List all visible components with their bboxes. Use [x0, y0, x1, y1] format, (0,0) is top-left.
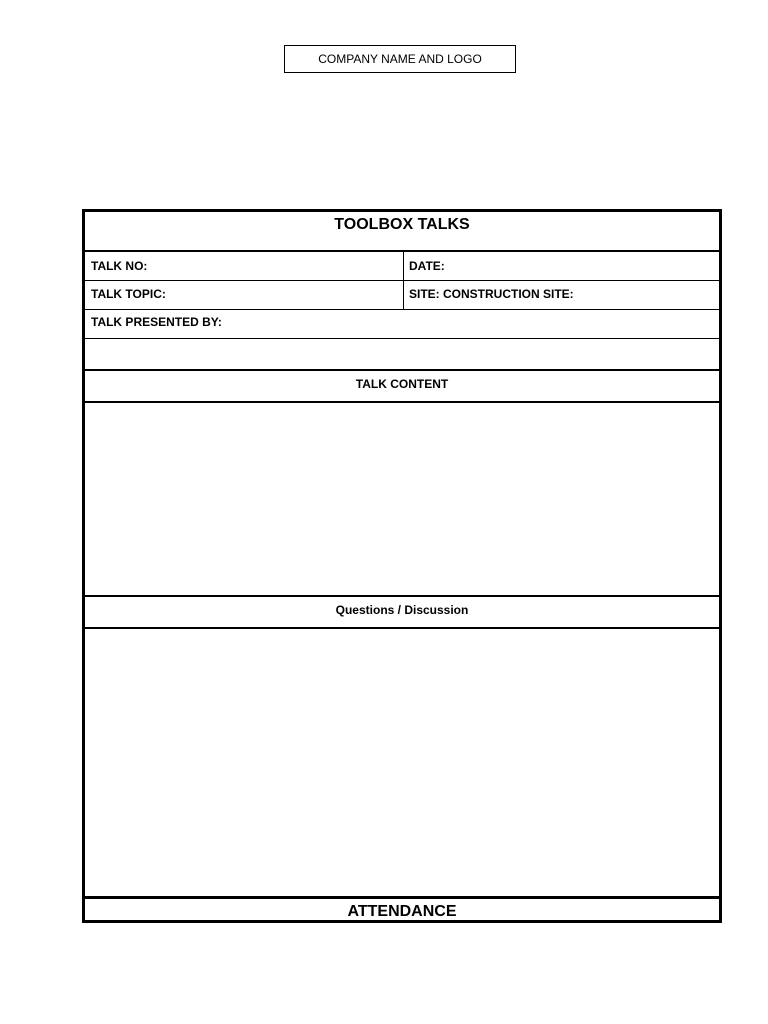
column-divider: [403, 252, 404, 310]
toolbox-talk-form: [82, 209, 722, 923]
talk-no-label: TALK NO:: [91, 259, 148, 273]
presented-by-row: [85, 310, 719, 339]
presented-by-label: TALK PRESENTED BY:: [91, 315, 222, 329]
talk-content-area: [85, 403, 719, 597]
questions-heading-row: [85, 597, 719, 629]
talk-no-date-row: [85, 252, 719, 281]
talk-topic-label: TALK TOPIC:: [91, 287, 166, 301]
talk-content-heading: TALK CONTENT: [355, 377, 449, 391]
attendance-heading-row: [85, 902, 719, 923]
form-title: TOOLBOX TALKS: [334, 216, 470, 233]
company-logo-text: COMPANY NAME AND LOGO: [318, 52, 482, 66]
date-label: DATE:: [409, 259, 445, 273]
company-logo-placeholder: [284, 45, 516, 73]
site-label: SITE: CONSTRUCTION SITE:: [409, 287, 574, 301]
talk-topic-site-row: [85, 281, 719, 310]
talk-content-heading-row: [85, 371, 719, 403]
questions-heading: Questions / Discussion: [335, 603, 469, 617]
attendance-heading: ATTENDANCE: [347, 903, 457, 920]
questions-area: [85, 629, 719, 899]
form-title-row: [85, 212, 719, 252]
blank-row: [85, 339, 719, 371]
